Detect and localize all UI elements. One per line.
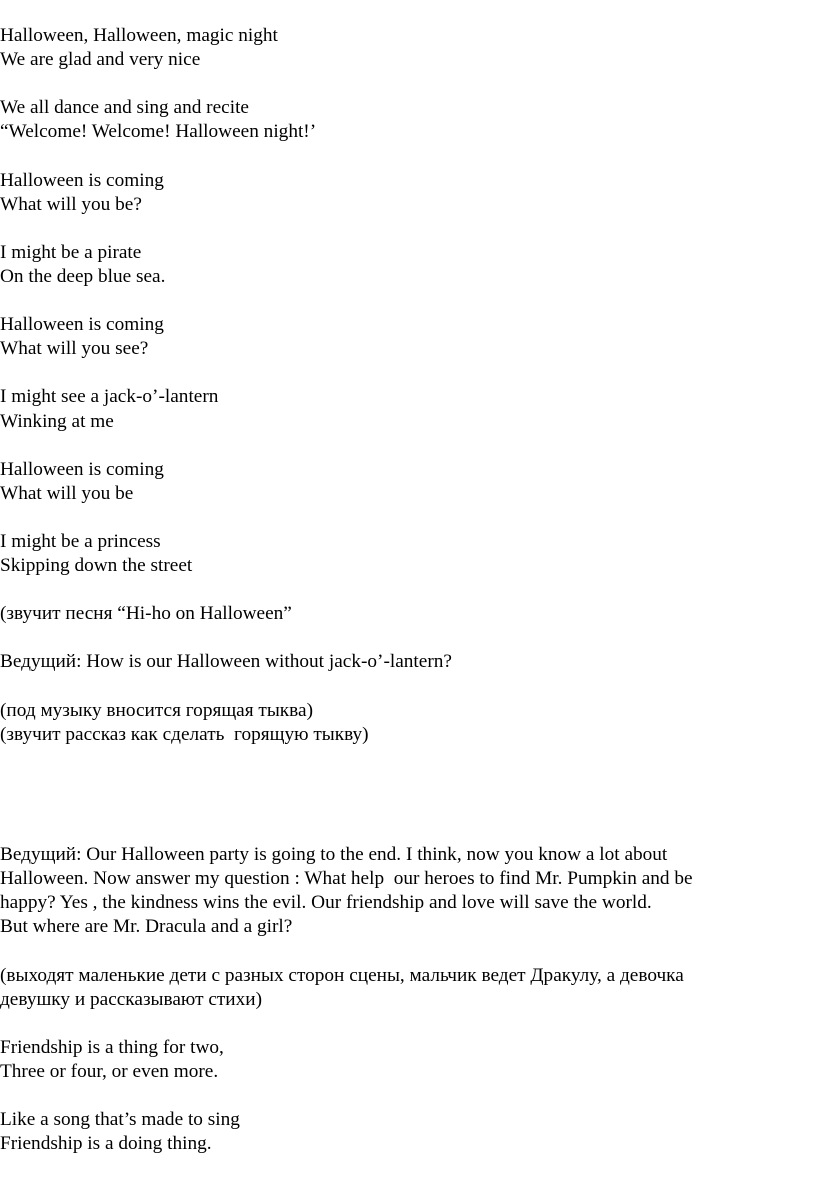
poem-line: Three or four, or even more. <box>0 1061 219 1083</box>
poem-stanza-3 <box>0 169 800 217</box>
host-speech-line: Halloween. Now answer my question : What help our heroes to find Mr. Pumpkin and be <box>0 868 693 890</box>
poem-stanza-8 <box>0 530 800 578</box>
stage-direction-line: (под музыку вносится горящая тыква) <box>0 699 313 721</box>
host-speech <box>0 843 800 939</box>
host-speech-line: Ведущий: Our Halloween party is going to the end. I think, now you know a lot about <box>0 844 668 866</box>
poem-line: Halloween is coming <box>0 458 164 480</box>
document-text <box>0 24 800 1181</box>
stage-direction-children <box>0 964 800 1012</box>
poem-line: “Welcome! Welcome! Halloween night!’ <box>0 121 317 143</box>
poem-stanza-5 <box>0 313 800 361</box>
poem-line: Halloween is coming <box>0 169 164 191</box>
poem-line: Friendship is a thing for two, <box>0 1036 224 1058</box>
poem-line: We all dance and sing and recite <box>0 97 249 119</box>
poem-line: Skipping down the street <box>0 555 193 577</box>
poem-stanza-2 <box>0 96 800 144</box>
stage-direction-line: (звучит песня “Hi-ho on Halloween” <box>0 603 292 625</box>
stage-direction-song <box>0 602 800 626</box>
host-line: Ведущий: How is our Halloween without jack-o’-lantern? <box>0 651 452 673</box>
poem-line: We are glad and very nice <box>0 49 201 71</box>
stage-direction-pumpkin <box>0 699 800 747</box>
host-speech-line: But where are Mr. Dracula and a girl? <box>0 916 293 938</box>
poem-stanza-4 <box>0 241 800 289</box>
friendship-stanza-1 <box>0 1036 800 1084</box>
poem-line: Winking at me <box>0 410 114 432</box>
poem-line: Like a song that’s made to sing <box>0 1109 240 1131</box>
poem-line: I might see a jack-o’-lantern <box>0 386 219 408</box>
host-question <box>0 650 800 674</box>
poem-line: What will you be <box>0 482 134 504</box>
poem-stanza-7 <box>0 458 800 506</box>
poem-line: Halloween is coming <box>0 314 164 336</box>
poem-line: Friendship is a doing thing. <box>0 1133 212 1155</box>
poem-line: What will you be? <box>0 193 142 215</box>
spacer <box>0 771 800 843</box>
poem-line: I might be a pirate <box>0 241 142 263</box>
poem-stanza-6 <box>0 385 800 433</box>
poem-stanza-1 <box>0 24 800 72</box>
stage-direction-line: (звучит рассказ как сделать горящую тыкву) <box>0 723 369 745</box>
poem-line: Halloween, Halloween, magic night <box>0 25 278 46</box>
friendship-stanza-2 <box>0 1108 800 1156</box>
stage-direction-line: (выходят маленькие дети с разных сторон сцены, мальчик ведет Дракулу, а девочка <box>0 964 684 986</box>
host-speech-line: happy? Yes , the kindness wins the evil. Our friendship and love will save the world. <box>0 892 652 914</box>
poem-line: I might be a princess <box>0 530 161 552</box>
poem-line: On the deep blue sea. <box>0 265 166 287</box>
poem-line: What will you see? <box>0 338 149 360</box>
stage-direction-line: девушку и рассказывают стихи) <box>0 988 263 1010</box>
